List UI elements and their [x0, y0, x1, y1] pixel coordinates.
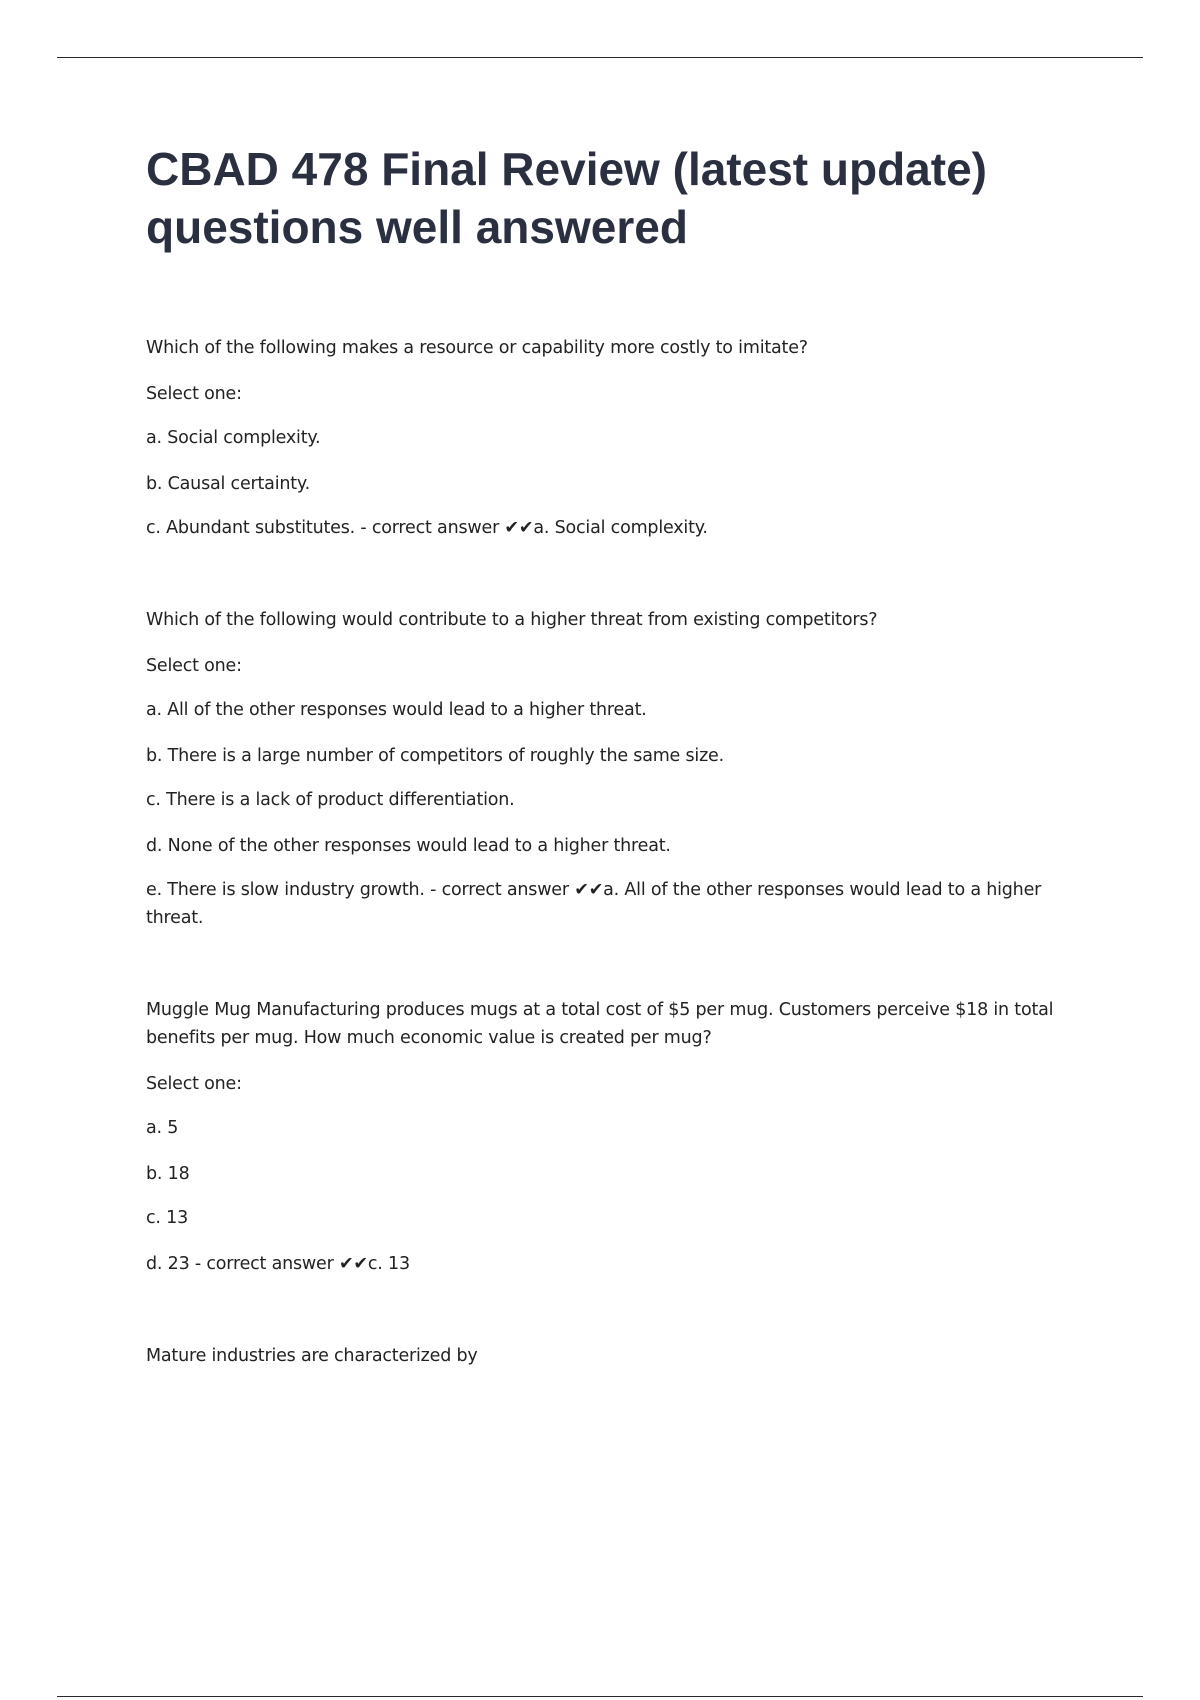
answer-option: c. There is a lack of product differentiation. [146, 790, 515, 810]
document-title: CBAD 478 Final Review (latest update) questions well answered [146, 143, 987, 253]
answer-option: c. 13 [146, 1208, 189, 1228]
top-rule [57, 57, 1143, 58]
answer-option: b. There is a large number of competitors of roughly the same size. [146, 746, 724, 766]
answer-option: a. Social complexity. [146, 428, 321, 448]
question-1 [146, 334, 1066, 542]
answer-option-with-correct-answer: e. There is slow industry growth. - correct answer ✔✔a. All of the other responses would lead to a higher threat. [146, 880, 1042, 928]
answer-option: b. Causal certainty. [146, 474, 310, 494]
question-4 [146, 1342, 1066, 1370]
bottom-rule [57, 1696, 1143, 1697]
question-prompt: Which of the following would contribute to a higher threat from existing competitors? [146, 610, 878, 630]
question-prompt: Which of the following makes a resource or capability more costly to imitate? [146, 338, 808, 358]
question-prompt: Muggle Mug Manufacturing produces mugs at a total cost of $5 per mug. Customers perceive $18 in total benefits per mug. How much economic value is created per mug? [146, 1000, 1054, 1048]
question-3 [146, 996, 1066, 1278]
answer-option: a. All of the other responses would lead to a higher threat. [146, 700, 647, 720]
answer-option-with-correct-answer: d. 23 - correct answer ✔✔c. 13 [146, 1254, 410, 1274]
document-body [146, 140, 1066, 1370]
answer-option: a. 5 [146, 1118, 179, 1138]
answer-option: d. None of the other responses would lead to a higher threat. [146, 836, 671, 856]
select-label: Select one: [146, 656, 242, 676]
answer-option-with-correct-answer: c. Abundant substitutes. - correct answer ✔✔a. Social complexity. [146, 518, 708, 538]
answer-option: b. 18 [146, 1164, 190, 1184]
select-label: Select one: [146, 384, 242, 404]
select-label: Select one: [146, 1074, 242, 1094]
question-prompt: Mature industries are characterized by [146, 1346, 478, 1366]
question-2 [146, 606, 1066, 932]
